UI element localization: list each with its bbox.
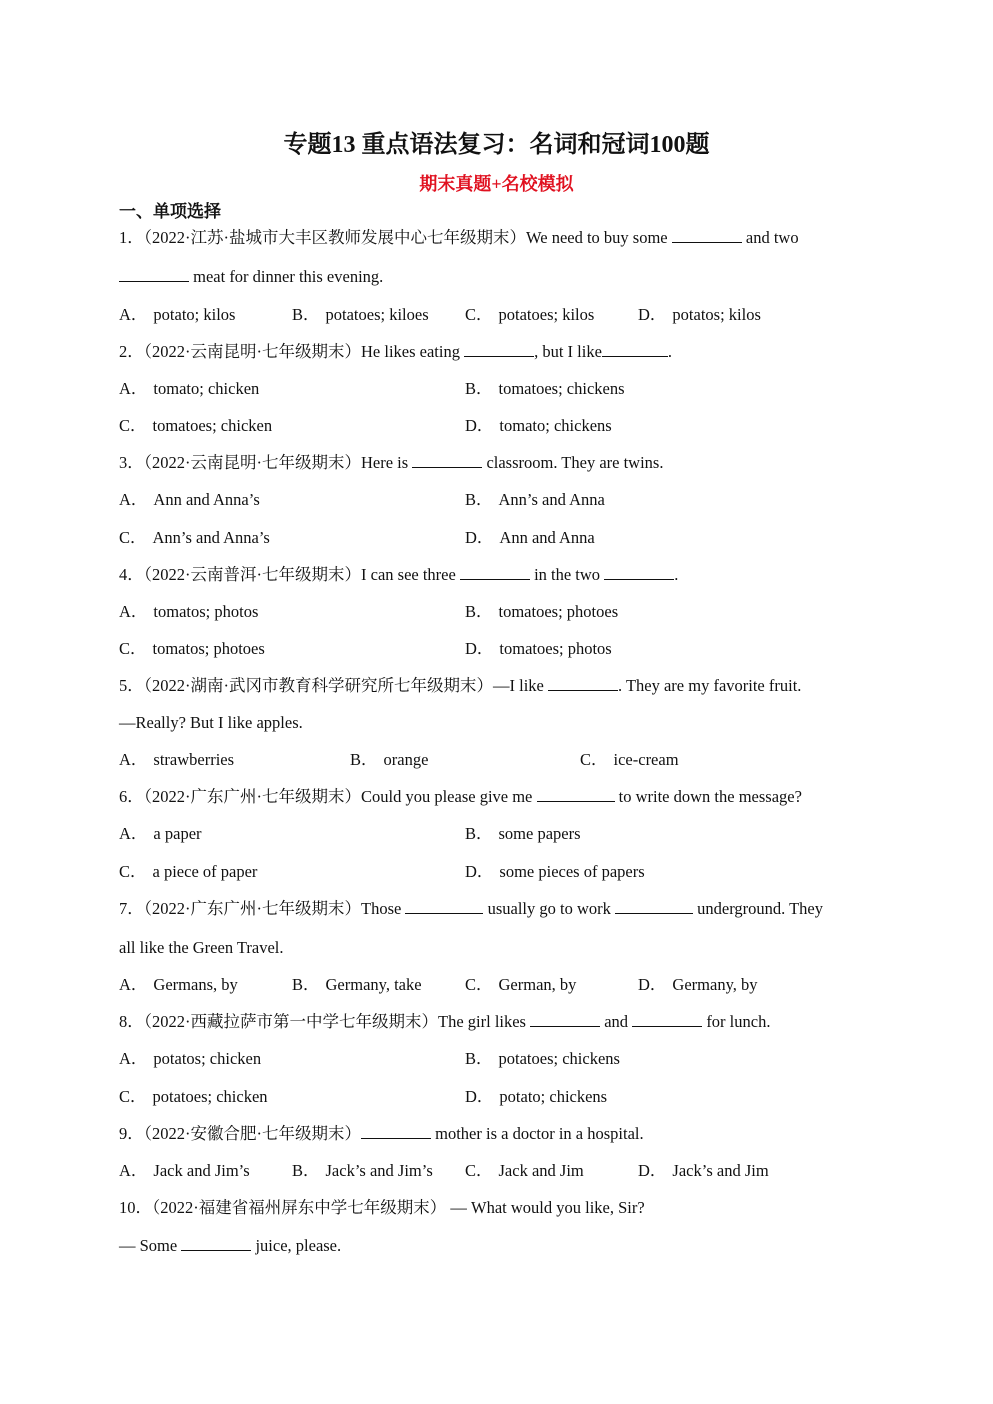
question-source: （2022·广东广州·七年级期末） — [143, 787, 361, 806]
option-letter: A． — [119, 305, 148, 324]
question-source: （2022·云南普洱·七年级期末） — [143, 565, 361, 584]
question-text: for lunch. — [706, 1012, 771, 1031]
option-letter: D． — [465, 862, 494, 881]
question-6-stem — [119, 785, 802, 809]
option-text: tomatoes; chicken — [152, 416, 273, 435]
question-5-stem — [119, 674, 801, 698]
question-text: in the two — [534, 565, 601, 584]
option-d[interactable] — [465, 860, 645, 884]
question-text: mother is a doctor in a hospital. — [435, 1124, 644, 1143]
question-1-stem — [119, 226, 799, 250]
option-text: potatoes; chickens — [498, 1049, 620, 1068]
question-number: 3． — [119, 453, 144, 472]
option-letter: A． — [119, 379, 148, 398]
option-text: Ann’s and Anna — [498, 490, 605, 509]
option-letter: A． — [119, 824, 148, 843]
question-number: 5． — [119, 676, 144, 695]
option-c[interactable] — [119, 860, 257, 884]
option-letter: B． — [350, 750, 378, 769]
question-text: . — [667, 342, 673, 361]
question-10-reply — [119, 1234, 341, 1258]
question-text: . — [674, 565, 679, 584]
option-text: some pieces of papers — [499, 862, 645, 881]
question-number: 9． — [119, 1124, 144, 1143]
option-b[interactable] — [465, 488, 605, 512]
question-source: （2022·广东广州·七年级期末） — [143, 899, 361, 918]
option-text: Ann and Anna — [499, 528, 595, 547]
option-text: Jack and Jim’s — [153, 1161, 250, 1180]
option-b[interactable] — [465, 600, 618, 624]
option-text: tomato; chickens — [499, 416, 612, 435]
option-letter: B． — [465, 824, 493, 843]
question-4-stem — [119, 563, 678, 587]
question-text: He likes eating — [361, 342, 460, 361]
option-a[interactable] — [119, 1047, 261, 1071]
answer-blank — [181, 1234, 251, 1251]
option-a[interactable] — [119, 600, 258, 624]
option-d[interactable] — [638, 303, 761, 327]
question-text: I can see three — [361, 565, 456, 584]
question-text: Could you please give me — [361, 787, 533, 806]
option-c[interactable] — [119, 637, 265, 661]
answer-blank — [361, 1122, 431, 1139]
question-text: all like the Green Travel. — [119, 938, 284, 957]
option-letter: C． — [465, 305, 493, 324]
option-a[interactable] — [119, 822, 202, 846]
option-letter: C． — [119, 1087, 147, 1106]
option-a[interactable] — [119, 488, 260, 512]
option-text: potatoes; chicken — [152, 1087, 268, 1106]
option-letter: B． — [465, 602, 493, 621]
question-8-stem — [119, 1010, 770, 1034]
question-text: to write down the message? — [618, 787, 802, 806]
question-source: （2022·西藏拉萨市第一中学七年级期末） — [143, 1012, 438, 1031]
option-letter: B． — [292, 975, 320, 994]
option-text: Germany, by — [672, 975, 758, 994]
question-9-stem — [119, 1122, 644, 1146]
page-subtitle: 期末真题+名校模拟 — [419, 174, 574, 194]
option-b[interactable] — [292, 1159, 433, 1183]
option-text: tomatos; photos — [153, 602, 259, 621]
option-c[interactable] — [465, 973, 576, 997]
question-text: — Some — [119, 1236, 178, 1255]
option-text: potato; kilos — [153, 305, 236, 324]
question-10-stem — [119, 1196, 645, 1220]
answer-blank — [530, 1010, 600, 1027]
option-letter: B． — [465, 1049, 493, 1068]
question-number: 10． — [119, 1198, 152, 1217]
option-a[interactable] — [119, 1159, 250, 1183]
option-letter: A． — [119, 750, 148, 769]
option-text: a piece of paper — [152, 862, 258, 881]
option-letter: D． — [638, 975, 667, 994]
option-letter: B． — [465, 379, 493, 398]
question-text: Those — [361, 899, 402, 918]
option-letter: B． — [292, 305, 320, 324]
option-text: tomatoes; photos — [499, 639, 612, 658]
question-number: 7． — [119, 899, 144, 918]
option-letter: C． — [119, 416, 147, 435]
answer-blank — [405, 897, 483, 914]
option-b[interactable] — [292, 973, 422, 997]
answer-blank — [548, 674, 618, 691]
option-a[interactable] — [119, 973, 238, 997]
option-text: tomatoes; photoes — [498, 602, 619, 621]
question-2-stem — [119, 340, 672, 364]
option-text: tomato; chicken — [153, 379, 260, 398]
option-c[interactable] — [580, 748, 679, 772]
question-source: （2022·云南昆明·七年级期末） — [143, 453, 361, 472]
answer-blank — [464, 340, 534, 357]
question-number: 8． — [119, 1012, 144, 1031]
question-source: （2022·湖南·武冈市教育科学研究所七年级期末） — [143, 676, 493, 695]
option-letter: A． — [119, 1049, 148, 1068]
question-source: （2022·福建省福州屏东中学七年级期末） — [152, 1198, 447, 1217]
option-a[interactable] — [119, 303, 235, 327]
question-text: and two — [745, 228, 799, 247]
option-letter: D． — [465, 1087, 494, 1106]
option-text: potato; chickens — [499, 1087, 608, 1106]
option-text: strawberries — [153, 750, 235, 769]
option-b[interactable] — [465, 1047, 620, 1071]
option-text: tomatoes; chickens — [498, 379, 625, 398]
answer-blank — [460, 563, 530, 580]
option-text: potatoes; kilos — [498, 305, 595, 324]
option-c[interactable] — [465, 1159, 584, 1183]
option-d[interactable] — [638, 973, 758, 997]
question-5-reply — [119, 711, 303, 735]
answer-blank — [632, 1010, 702, 1027]
question-3-stem — [119, 451, 663, 475]
option-b[interactable] — [292, 303, 429, 327]
option-text: potatos; kilos — [672, 305, 761, 324]
question-text: We need to buy some — [526, 228, 668, 247]
question-7-stem-cont — [119, 936, 284, 960]
question-text: classroom. They are twins. — [486, 453, 664, 472]
question-text: —I like — [493, 676, 544, 695]
option-letter: D． — [638, 305, 667, 324]
question-number: 1． — [119, 228, 144, 247]
question-number: 6． — [119, 787, 144, 806]
option-letter: C． — [580, 750, 608, 769]
section-heading: 一、单项选择 — [119, 202, 221, 221]
question-number: 2． — [119, 342, 144, 361]
answer-blank — [119, 265, 189, 282]
option-d[interactable] — [465, 637, 612, 661]
option-letter: A． — [119, 602, 148, 621]
answer-blank — [537, 785, 615, 802]
question-text: The girl likes — [438, 1012, 526, 1031]
answer-blank — [604, 563, 674, 580]
option-c[interactable] — [119, 414, 272, 438]
question-text: juice, please. — [255, 1236, 342, 1255]
option-text: Germans, by — [153, 975, 238, 994]
question-text: — What would you like, Sir? — [450, 1198, 645, 1217]
question-text: —Really? But I like apples. — [119, 713, 303, 732]
option-letter: C． — [465, 1161, 493, 1180]
answer-blank — [615, 897, 693, 914]
question-text: , but I like — [534, 342, 602, 361]
option-text: a paper — [153, 824, 202, 843]
question-text: and — [604, 1012, 629, 1031]
option-d[interactable] — [465, 414, 612, 438]
option-letter: D． — [465, 639, 494, 658]
question-source: （2022·云南昆明·七年级期末） — [143, 342, 361, 361]
question-source: （2022·江苏·盐城市大丰区教师发展中心七年级期末） — [143, 228, 526, 247]
answer-blank — [602, 340, 668, 357]
question-text: . They are my favorite fruit. — [618, 676, 802, 695]
option-c[interactable] — [119, 526, 270, 550]
option-letter: B． — [465, 490, 493, 509]
question-text: meat for dinner this evening. — [193, 267, 384, 286]
option-a[interactable] — [119, 748, 234, 772]
answer-blank — [672, 226, 742, 243]
option-letter: C． — [119, 639, 147, 658]
option-letter: D． — [638, 1161, 667, 1180]
option-text: Ann and Anna’s — [153, 490, 260, 509]
question-number: 4． — [119, 565, 144, 584]
option-c[interactable] — [465, 303, 594, 327]
option-text: Jack’s and Jim’s — [325, 1161, 433, 1180]
option-text: German, by — [498, 975, 577, 994]
option-text: potatos; chicken — [153, 1049, 262, 1068]
question-text: usually go to work — [487, 899, 611, 918]
option-letter: D． — [465, 528, 494, 547]
option-letter: C． — [465, 975, 493, 994]
question-7-stem — [119, 897, 823, 921]
option-text: Germany, take — [325, 975, 422, 994]
question-text: Here is — [361, 453, 409, 472]
option-letter: D． — [465, 416, 494, 435]
option-d[interactable] — [465, 1085, 607, 1109]
page-title: 专题13 重点语法复习：名词和冠词100题 — [283, 132, 710, 158]
option-text: orange — [383, 750, 429, 769]
option-text: Ann’s and Anna’s — [152, 528, 270, 547]
option-text: tomatos; photoes — [152, 639, 265, 658]
question-source: （2022·安徽合肥·七年级期末） — [143, 1124, 361, 1143]
option-text: some papers — [498, 824, 581, 843]
question-text: underground. They — [697, 899, 823, 918]
option-text: Jack’s and Jim — [672, 1161, 769, 1180]
option-letter: B． — [292, 1161, 320, 1180]
option-a[interactable] — [119, 377, 259, 401]
answer-blank — [412, 451, 482, 468]
option-text: potatoes; kiloes — [325, 305, 429, 324]
option-b[interactable] — [465, 822, 581, 846]
question-1-stem-cont — [119, 265, 383, 289]
option-d[interactable] — [638, 1159, 769, 1183]
option-text: ice-cream — [613, 750, 679, 769]
option-text: Jack and Jim — [498, 1161, 584, 1180]
option-c[interactable] — [119, 1085, 268, 1109]
option-letter: C． — [119, 528, 147, 547]
option-b[interactable] — [350, 748, 428, 772]
option-b[interactable] — [465, 377, 625, 401]
option-letter: A． — [119, 1161, 148, 1180]
option-letter: A． — [119, 490, 148, 509]
option-d[interactable] — [465, 526, 595, 550]
option-letter: A． — [119, 975, 148, 994]
option-letter: C． — [119, 862, 147, 881]
